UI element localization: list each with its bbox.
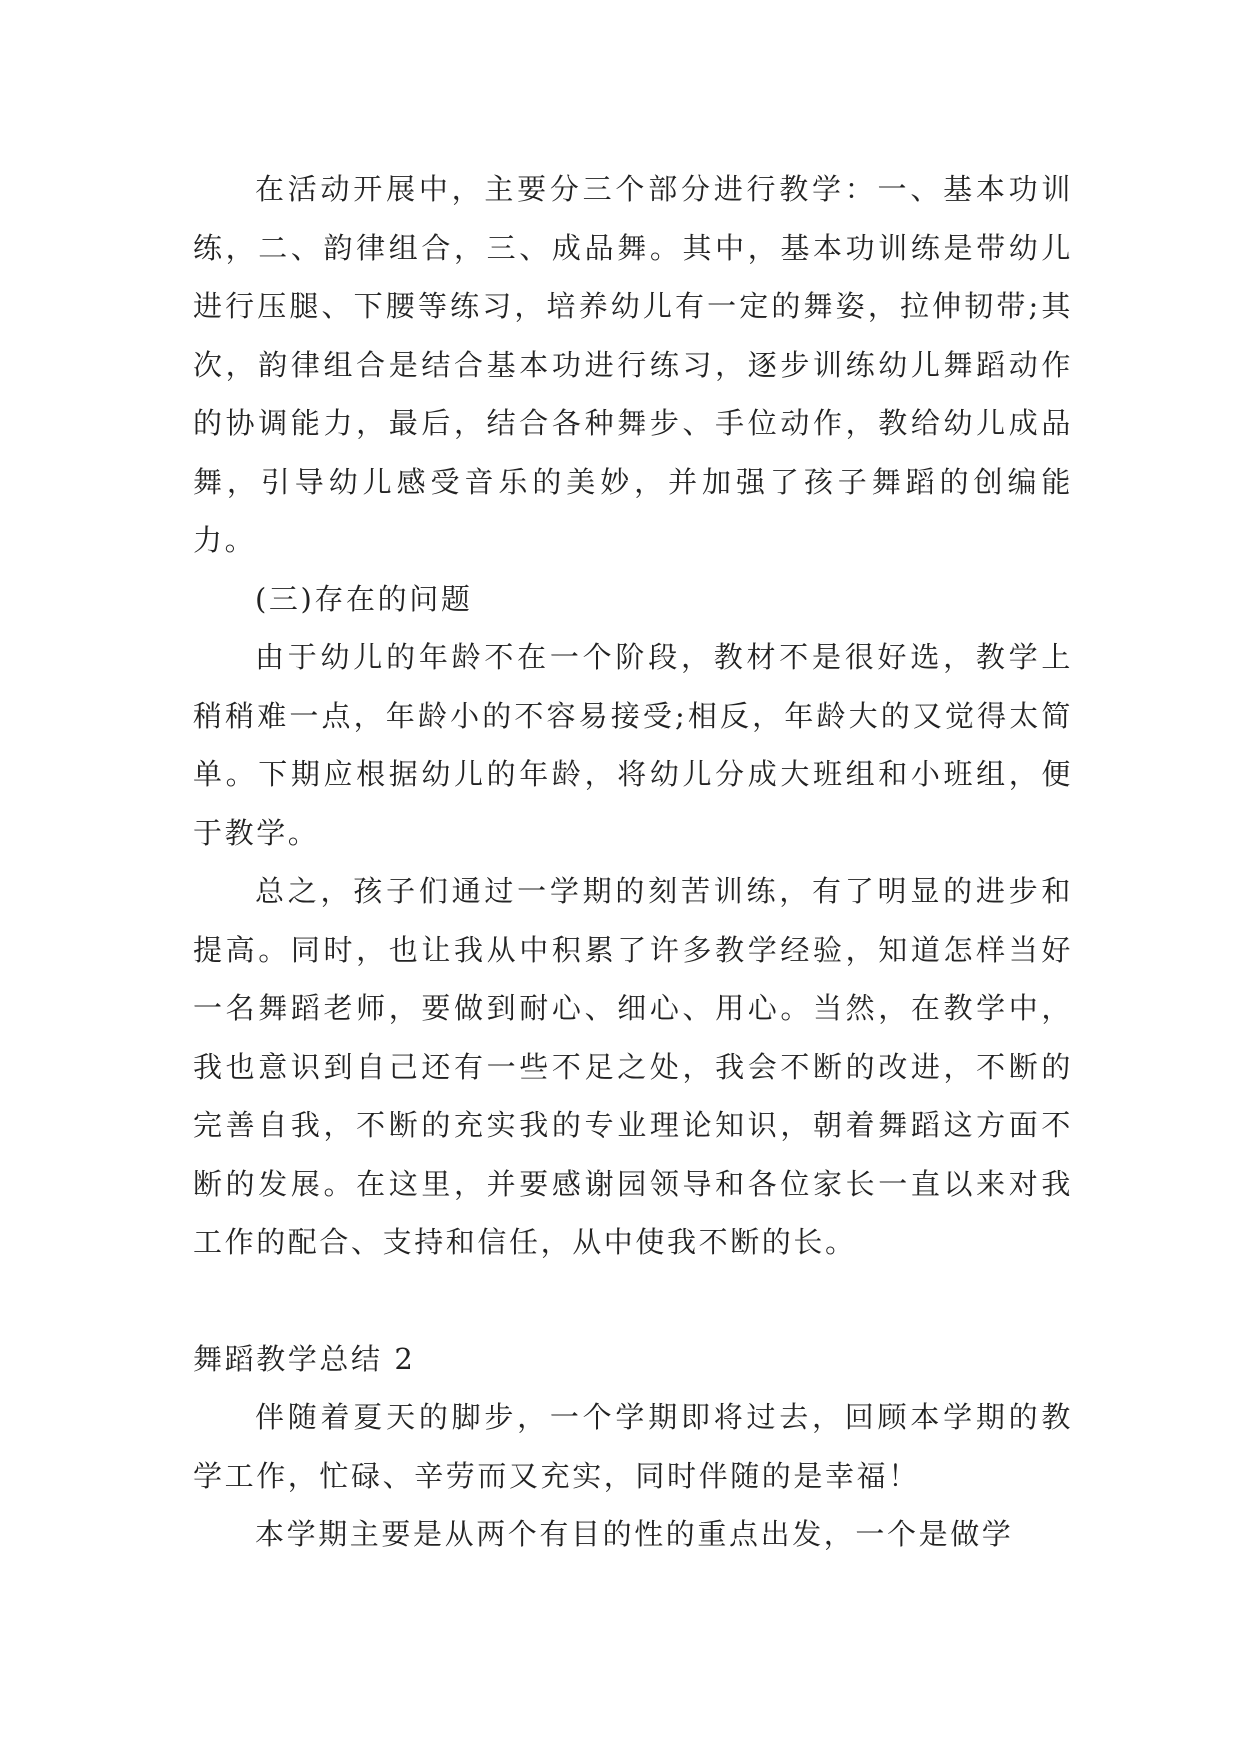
paragraph-conclusion: 总之，孩子们通过一学期的刻苦训练，有了明显的进步和提高。同时，也让我从中积累了许多教学经验，知道怎样当好一名舞蹈老师，要做到耐心、细心、用心。当然，在教学中，我也意识到自己还有一些不足之处，我会不断的改进，不断的完善自我，不断的充实我的专业理论知识，朝着舞蹈这方面不断的发展。在这里，并要感谢园领导和各位家长一直以来对我工作的配合、支持和信任，从中使我不断的长。 (193, 874, 1073, 1259)
section-spacer (193, 1272, 1073, 1330)
paragraph-semester-focus: 本学期主要是从两个有目的性的重点出发，一个是做学 (255, 1517, 1014, 1551)
subheading-existing-problems: (三)存在的问题 (255, 581, 473, 616)
paragraph-problems: 由于幼儿的年龄不在一个阶段，教材不是很好选，教学上稍稍难一点，年龄小的不容易接受;相反，年龄大的又觉得太简单。下期应根据幼儿的年龄，将幼儿分成大班组和小班组，便于教学。 (193, 640, 1073, 850)
document-body (193, 160, 1073, 1564)
section-title: 舞蹈教学总结 2 (193, 1341, 416, 1376)
paragraph-teaching-parts: 在活动开展中，主要分三个部分进行教学：一、基本功训练，二、韵律组合，三、成品舞。其中，基本功训练是带幼儿进行压腿、下腰等练习，培养幼儿有一定的舞姿，拉伸韧带;其次，韵律组合是结合基本功进行练习，逐步训练幼儿舞蹈动作的协调能力，最后，结合各种舞步、手位动作，教给幼儿成品舞，引导幼儿感受音乐的美妙，并加强了孩子舞蹈的创编能力。 (193, 172, 1073, 557)
paragraph-summer-intro: 伴随着夏天的脚步，一个学期即将过去，回顾本学期的教学工作，忙碌、辛劳而又充实，同时伴随的是幸福！ (193, 1400, 1073, 1493)
